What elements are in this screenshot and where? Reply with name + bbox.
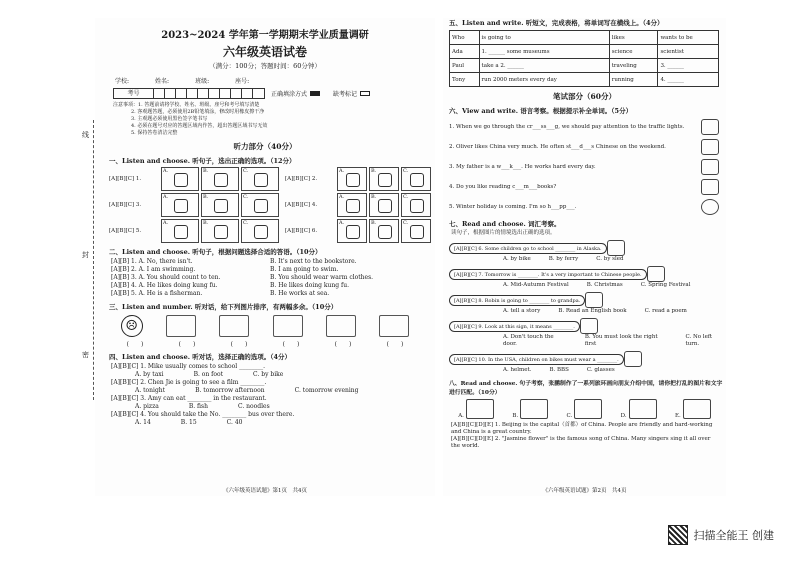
written-section-title: 笔试部分（60分）: [553, 92, 616, 101]
table-row: Who is going to likes wants to be: [450, 31, 719, 45]
q6-item[interactable]: 2. Oliver likes China very much. He often st___d___s Chinese on the weekend.: [449, 139, 719, 155]
q2-item[interactable]: [A][B] 3. A. You should count to ten. B. You should wear warm clothes.: [111, 274, 374, 281]
question-2-heading: 二、Listen and choose. 听句子，根据问题选择合适的答语。（10分）: [109, 248, 322, 256]
answer-choices[interactable]: [A][B][C] 3.: [109, 202, 142, 208]
q4-options: A. tonight B. tomorrow afternoon C. tomorrow evening: [135, 387, 359, 394]
exam-id-label: 考号: [114, 89, 154, 98]
answer-choices[interactable]: [A][B][C] 6.: [285, 228, 318, 234]
seat-field[interactable]: 座号:: [235, 78, 250, 85]
note-line: 3. 主观题必须使用黑色签字笔书写: [131, 116, 208, 122]
q4-options: A. pizza B. fish C. noodles: [135, 403, 270, 410]
question-6-heading: 六、View and write. 语言考察。根据提示补全单词。（5分）: [449, 107, 633, 115]
q2-item[interactable]: [A][B] 2. A. I am swimming. B. I am going to swim.: [111, 266, 339, 273]
study-icon: [701, 139, 719, 155]
exam-title: 2023~2024 学年第一学期期末学业质量调研: [161, 30, 369, 41]
binding-char: 线: [82, 131, 89, 139]
happy-face-icon: [701, 199, 719, 215]
sad-face-icon: ☹: [121, 315, 143, 337]
watermark-text: 扫描全能王 创建: [693, 529, 774, 542]
fill-sample-icon: [310, 91, 320, 96]
picture-option: B.: [369, 193, 399, 217]
q6-item[interactable]: 1. When we go through the cr___ss___g, we should pay attention to the traffic lights.: [449, 119, 719, 135]
name-field[interactable]: 姓名:: [155, 78, 170, 85]
exam-id-row: [113, 88, 435, 99]
picture-option: B.: [201, 219, 239, 243]
table-row: Paul take a 2. ______ traveling 3. ______: [450, 59, 719, 73]
picture-option: B.: [369, 219, 399, 243]
question-8-heading: 八、Read and choose. 句子考察，张鹏制作了一系列旅环画向朋友介绍中国，请你把打乱的图片和文字进行匹配。（10分）: [449, 381, 723, 396]
page-footer: 《六年级英语试题》第2页 共4页: [542, 488, 627, 494]
scene-picture: [273, 315, 303, 337]
table-row: Ada 1. ______ some museums science scientist: [450, 45, 719, 59]
exam-page-2: 五、Listen and write. 听短文，完成表格，将单词写在横线上。（4分） Who is going to likes wants to be Ada 1. ______ some museums science scientist Paul take a 2. ______ traveling 3. ______ Tony run 2000 meters every day running 4. ______ 笔试部分（60分） 六、View and write. 语言考察。根据提示补全单词。（5分） 1. When we go through the cr___ss___g, we should pay attention to the traffic lights. 2. Oliver likes China very much. He often st___d___s Chinese on the weekend. 3. My father is a w___k___. He works hard every day. 4. Do you like reading c___m___books? 5. Winter holiday is coming. I'm so h___pp___. 七、Read and choose. 词汇考察。 读句子，根据图片的情境选出正确的选项。 [A][B][C] 6. Some children go to school ________ in Alaska. A. by bike B. by ferry C. by sled [A][B][C] 7. Tomorrow is ________. It's a very important to Chinese people. A. Mid-Autumn Festival B. Christmas C. Spring Festival [A][B][C] 8. Robin is going to ________ to grandpa. A. tell a story B. Read an English book C. read a poem [A][B][C] 9. Look at this sign, it means ________. A. Don't touch the door. B. You must look the right first C. No left turn. [A][B][C] 10. In the USA, children on bikes must wear a ________. A. helmet. B. BBS C. glasses 八、Read and choose. 句子考察，张鹏制作了一系列旅环画向朋友介绍中国，请你把打乱的图片和文字进行匹配。（10分） A. B. C. D. E. [A][B][C][D][E] 1. Beijing is the capital（首都）of China. People are friendly and hard-working and China is a great country. [A][B][C][D][E] 2. "Jasmine flower" is the famous song of China. Many singers sing it all over the world. 《六年级英语试题》第2页 共4页: [443, 18, 726, 496]
page-footer: 《六年级英语试题》第1页 共4页: [223, 488, 307, 494]
picture-option: B.: [369, 167, 399, 191]
question-row: [109, 219, 435, 243]
q8-item[interactable]: [A][B][C][D][E] 2. "Jasmine flower" is the famous song of China. Many singers sing it all over the world.: [451, 436, 711, 449]
q7-instruction: 读句子，根据图片的情境选出正确的选项。: [451, 230, 556, 236]
q7-item: [A][B][C] 8. Robin is going to ________ to grandpa.: [449, 292, 719, 308]
scene-picture: [219, 315, 249, 337]
answer-choices[interactable]: [A][B][C] 2.: [285, 176, 318, 182]
boat-icon: [520, 399, 548, 419]
q8-item[interactable]: [A][B][C][D][E] 1. Beijing is the capital（首都）of China. People are friendly and hard-working and China is a great country.: [451, 422, 713, 435]
binding-char: 封: [82, 251, 89, 259]
note-line: 2. 客观题答题，必须使用2B铅笔填涂，修改时用橡皮擦干净: [131, 109, 265, 115]
q4-question[interactable]: [A][B][C] 4. You should take the No. ________ bus over there.: [111, 411, 295, 418]
scene-picture: [326, 315, 356, 337]
note-line: 注意事项：1. 答题前请将学校、姓名、班级、座号和考号填写清楚: [113, 102, 260, 108]
fill-label: 正确填涂方式: [271, 91, 308, 98]
binding-char: 密: [82, 351, 89, 359]
picture-option: B.: [201, 167, 239, 191]
q2-item[interactable]: [A][B] 1. A. No, there isn't. B. It's next to the bookstore.: [111, 258, 357, 265]
school-field[interactable]: 学校:: [115, 78, 130, 85]
q7-item: [A][B][C] 10. In the USA, children on bikes must wear a ________.: [449, 351, 719, 367]
no-left-turn-icon: [580, 318, 598, 334]
temple-icon: [466, 399, 494, 419]
picture-option: C.: [241, 167, 279, 191]
question-7-heading: 七、Read and choose. 词汇考察。: [449, 220, 561, 228]
answer-choices[interactable]: [A][B][C] 5.: [109, 228, 142, 234]
note-line: 5. 保持答卷清洁完整: [131, 130, 178, 136]
picture-option: A.: [161, 167, 199, 191]
bird-icon: [683, 399, 711, 419]
picture-option: B.: [201, 193, 239, 217]
q7-item: [A][B][C] 7. Tomorrow is ________. It's a very important to Chinese people.: [449, 266, 719, 282]
q2-item[interactable]: [A][B] 5. A. He is a fisherman. B. He works at sea.: [111, 290, 330, 297]
listening-section-title: 听力部分（40分）: [233, 142, 297, 151]
picture-option: A.: [161, 193, 199, 217]
q4-question[interactable]: [A][B][C] 1. Mike usually comes to school ________.: [111, 363, 265, 370]
q6-item[interactable]: 5. Winter holiday is coming. I'm so h___pp___.: [449, 199, 719, 215]
q8-pictures: A. B. C. D. E.: [449, 399, 720, 419]
question-3-heading: 三、Listen and number. 听对话，给下列图片排序，有两幅多余。（10分）: [109, 303, 338, 311]
class-field[interactable]: 班级:: [195, 78, 210, 85]
worker-icon: [701, 159, 719, 175]
answer-choices[interactable]: [A][B][C] 1.: [109, 176, 142, 182]
question-row: [109, 167, 435, 191]
absent-mark-box[interactable]: [360, 91, 370, 96]
binding-margin: [80, 120, 94, 400]
q6-item[interactable]: 4. Do you like reading c___m___books?: [449, 179, 719, 195]
q7-item: [A][B][C] 9. Look at this sign, it means ________.: [449, 318, 719, 334]
absent-label: 缺考标记: [333, 91, 358, 98]
exam-id-box[interactable]: [113, 88, 265, 99]
q4-question[interactable]: [A][B][C] 2. Chen Jie is going to see a film ________.: [111, 379, 267, 386]
helmet-icon: [624, 351, 642, 367]
question-4-heading: 四、Listen and choose. 听对话，选择正确的选项。（4分）: [109, 353, 292, 361]
exam-meta: （满分：100分；答题时间：60分钟）: [209, 62, 321, 70]
picture-option: A.: [337, 167, 367, 191]
exam-page-1: [95, 18, 435, 496]
story-icon: [585, 292, 603, 308]
q4-options: A. by taxi B. on foot C. by bike: [135, 371, 284, 378]
scene-picture: [166, 315, 196, 337]
qr-code-icon: [668, 525, 688, 545]
picture-option: A.: [337, 193, 367, 217]
picture-option: C.: [401, 193, 431, 217]
picture-option: C.: [241, 219, 279, 243]
comic-book-icon: [701, 179, 719, 195]
q3-pictures: [109, 315, 421, 337]
listen-write-table: [449, 30, 719, 87]
q4-options: A. 14 B. 15 C. 40: [135, 419, 243, 426]
picture-option: C.: [401, 219, 431, 243]
student-info: [115, 76, 435, 85]
table-row: Tony run 2000 meters every day running 4. ______: [450, 73, 719, 87]
question-1-heading: 一、Listen and choose. 听句子，选出正确的选项。（12分）: [109, 157, 296, 165]
question-5-heading: 五、Listen and write. 听短文，完成表格，将单词写在横线上。（4分）: [449, 19, 664, 27]
q3-answer-blanks[interactable]: ( ) ( ) ( ) ( ) ( ) ( ): [126, 341, 404, 348]
sled-icon: [607, 240, 625, 256]
q4-question[interactable]: [A][B][C] 3. Amy can eat ________ in the restaurant.: [111, 395, 267, 402]
notes: [113, 102, 435, 137]
people-icon: [629, 399, 657, 419]
scanner-watermark: [668, 525, 775, 545]
picture-option: C.: [241, 193, 279, 217]
exam-subtitle: 六年级英语试卷: [222, 45, 307, 59]
q6-item[interactable]: 3. My father is a w___k___. He works hard every day.: [449, 159, 719, 175]
q2-item[interactable]: [A][B] 4. A. He likes doing kung fu. B. He likes doing kung fu.: [111, 282, 350, 289]
answer-choices[interactable]: [A][B][C] 4.: [285, 202, 318, 208]
picture-option: A.: [161, 219, 199, 243]
scene-picture: [379, 315, 409, 337]
picture-option: C.: [401, 167, 431, 191]
festival-icon: [647, 266, 665, 282]
flower-icon: [574, 399, 602, 419]
traffic-light-icon: [701, 119, 719, 135]
note-line: 4. 必须在题号对应的答题区域内作答，超出答题区域书写无效: [131, 123, 268, 129]
question-row: [109, 193, 435, 217]
picture-option: A.: [337, 219, 367, 243]
q7-item: [A][B][C] 6. Some children go to school ________ in Alaska.: [449, 240, 719, 256]
